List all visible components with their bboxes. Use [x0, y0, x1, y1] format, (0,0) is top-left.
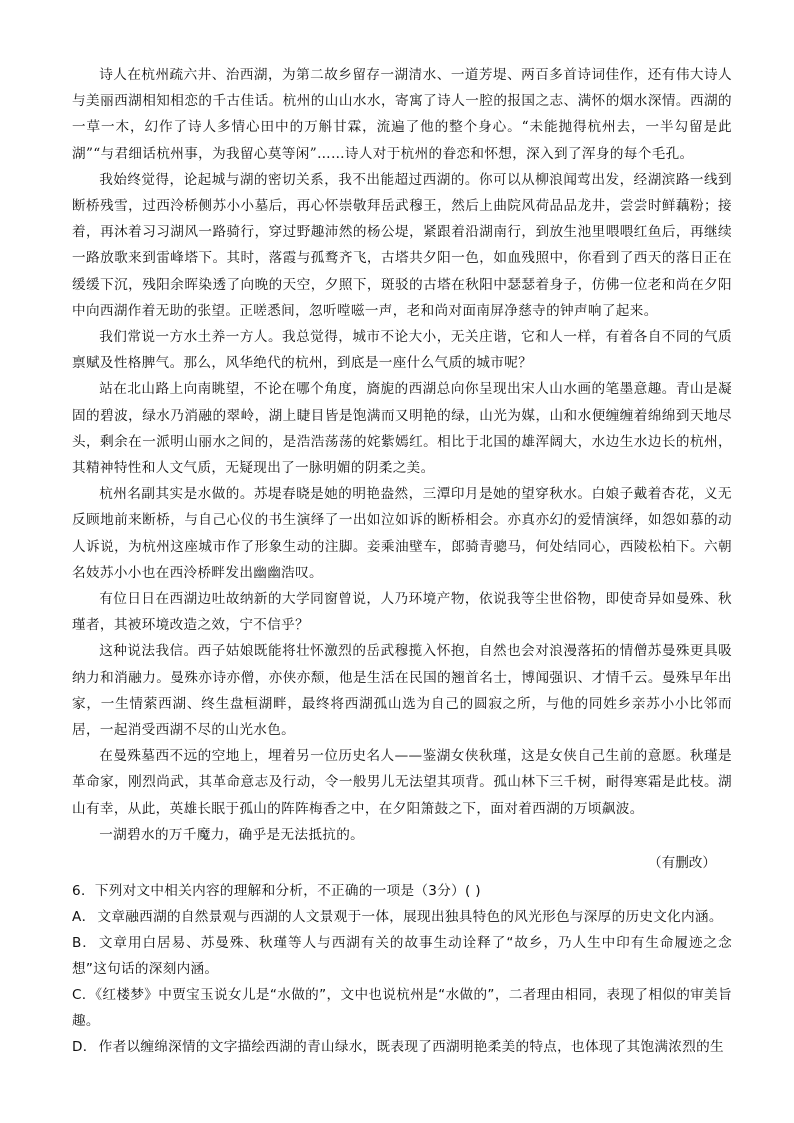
- option-letter: D．: [72, 1039, 97, 1056]
- passage-paragraph: 站在北山路上向南眺望，不论在哪个角度，旖旎的西湖总向你呈现出宋人山水画的笔墨意趣。青山是凝固的碧波，绿水乃消融的翠岭，湖上睫目皆是饱满而又明艳的绿，山光为媒，山和水便缠缠着绵绵到天地尽头，剩余在一派明山丽水之间的，是浩浩荡荡的姹紫嫣红。相比于北国的雄浑阔大，水边生水边长的杭州，其精神特性和人文气质，无疑现出了一脉明媚的阴柔之美。: [72, 381, 732, 477]
- passage-paragraph: 我始终觉得，论起城与湖的密切关系，我不出能超过西湖的。你可以从柳浪闻莺出发，经湖滨路一线到断桥残雪，过西泠桥侧苏小小墓后，再心怀崇敬拜岳武穆王，然后上曲院风荷品品龙井，尝尝时鲜藕粉；接着，再沐着习习湖风一路骑行，穿过野趣沛然的杨公堤，紧跟着沿湖南行，到放生池里喂喂红鱼后，再继续一路放歌来到雷峰塔下。其时，落霞与孤鹜齐飞，古塔共夕阳一色，如血残照中，你看到了西天的落日正在缓缓下沉，残阳余晖染透了向晚的天空，夕照下，斑驳的古塔在秋阳中瑟瑟着身子，仿佛一位老和尚在夕阳中向西湖作着无助的张望。正嗟悉间，忽听嘡嗞一声，老和尚对面南屏净慈寺的钟声响了起来。: [72, 171, 732, 319]
- option-letter: B．: [72, 935, 97, 952]
- option-text: 文章融西湖的自然景观与西湖的人文景观于一体，展现出独具特色的风光形色与深厚的历史文化内涵。: [97, 909, 723, 926]
- option-text: 作者以缠绵深情的文字描绘西湖的青山绿水，既表现了西湖明艳柔美的特点，也体现了其饱满浓烈的生: [98, 1039, 724, 1056]
- passage-paragraph: 在曼殊墓西不远的空地上，埋着另一位历史名人——鉴湖女侠秋瑾，这是女侠自己生前的意愿。秋瑾是革命家，刚烈尚武，其革命意志及行动，令一般男儿无法望其项背。孤山林下三千树，耐得寒霜是此枝。湖山有幸，从此，英雄长眠于孤山的阵阵梅香之中，在夕阳箫鼓之下，面对着西湖的万顷飙波。: [72, 748, 732, 817]
- option-a[interactable]: [72, 904, 732, 930]
- option-letter: C.: [72, 987, 87, 1004]
- option-text: 文章用白居易、苏曼殊、秋瑾等人与西湖有关的故事生动诠释了“故乡，乃人生中印有生命履迹之念想”这句话的深刻内涵。: [72, 935, 732, 978]
- source-note: （有删改）: [648, 855, 716, 872]
- option-b[interactable]: [72, 930, 732, 982]
- passage-paragraph: 诗人在杭州疏六井、治西湖，为第二故乡留存一湖清水、一道芳堤、两百多首诗词佳作，还有伟大诗人与美丽西湖相知相恋的千古佳话。杭州的山山水水，寄寓了诗人一腔的报国之志、满怀的烟水深情。西湖的一草一木，幻作了诗人多情心田中的万斛甘霖，流遍了他的整个身心。“未能抛得杭州去，一半勾留是此湖”“与君细话杭州事，为我留心莫等闲”……诗人对于杭州的眷恋和怀想，深入到了浑身的每个毛孔。: [72, 67, 732, 162]
- question-stem: 6．下列对文中相关内容的理解和分析，不正确的一项是（3分）( ): [72, 883, 481, 900]
- option-text: 《红楼梦》中贾宝玉说女儿是“水做的”，文中也说杭州是“水做的”，二者理由相同，表现了相似的审美旨趣。: [72, 987, 732, 1030]
- passage-paragraph: 一湖碧水的万千魔力，确乎是无法抵抗的。: [99, 826, 365, 843]
- passage-paragraph: 杭州名副其实是水做的。苏堤春晓是她的明艳盎然，三潭印月是她的望穿秋水。白娘子戴着杏花，义无反顾地前来断桥，与自己心仪的书生演绎了一出如泣如诉的断桥相会。亦真亦幻的爱情演绎，如怨如慕的动人诉说，为杭州这座城市作了形象生动的注脚。妾乘油壁车，郎骑青骢马，何处结同心，西陵松柏下。六朝名妓苏小小也在西泠桥畔发出幽幽浩叹。: [72, 486, 732, 581]
- passage: [72, 62, 732, 876]
- passage-paragraph: 有位日日在西湖边吐故纳新的大学同窗曾说，人乃环境产物，依说我等尘世俗物，即使奇异如曼殊、秋瑾者，其被环境改造之效，宁不信乎？: [72, 591, 732, 634]
- passage-paragraph: 这种说法我信。西子姑娘既能将壮怀激烈的岳武穆揽入怀抱，自然也会对浪漫落拓的情僧苏曼殊更具吸纳力和消融力。曼殊亦诗亦僧，亦侠亦颓，他是生活在民国的翘首名士，博闻强识、才情千云。曼殊早年出家，一生情萦西湖、终生盘桓湖畔，最终将西湖孤山选为自己的圆寂之所，与他的同姓乡亲苏小小比邻而居，一起消受西湖不尽的山光水色。: [72, 643, 732, 739]
- question-6: [72, 878, 732, 1060]
- option-c[interactable]: [72, 982, 732, 1034]
- document-page: [72, 62, 732, 1060]
- option-letter: A．: [72, 909, 96, 926]
- passage-paragraph: 我们常说一方水土养一方人。我总觉得，城市不论大小，无关庄谐，它和人一样，有着各自不同的气质禀赋及性格脾气。那么，风华绝代的杭州，到底是一座什么气质的城市呢？: [72, 329, 732, 372]
- option-d[interactable]: [72, 1034, 732, 1060]
